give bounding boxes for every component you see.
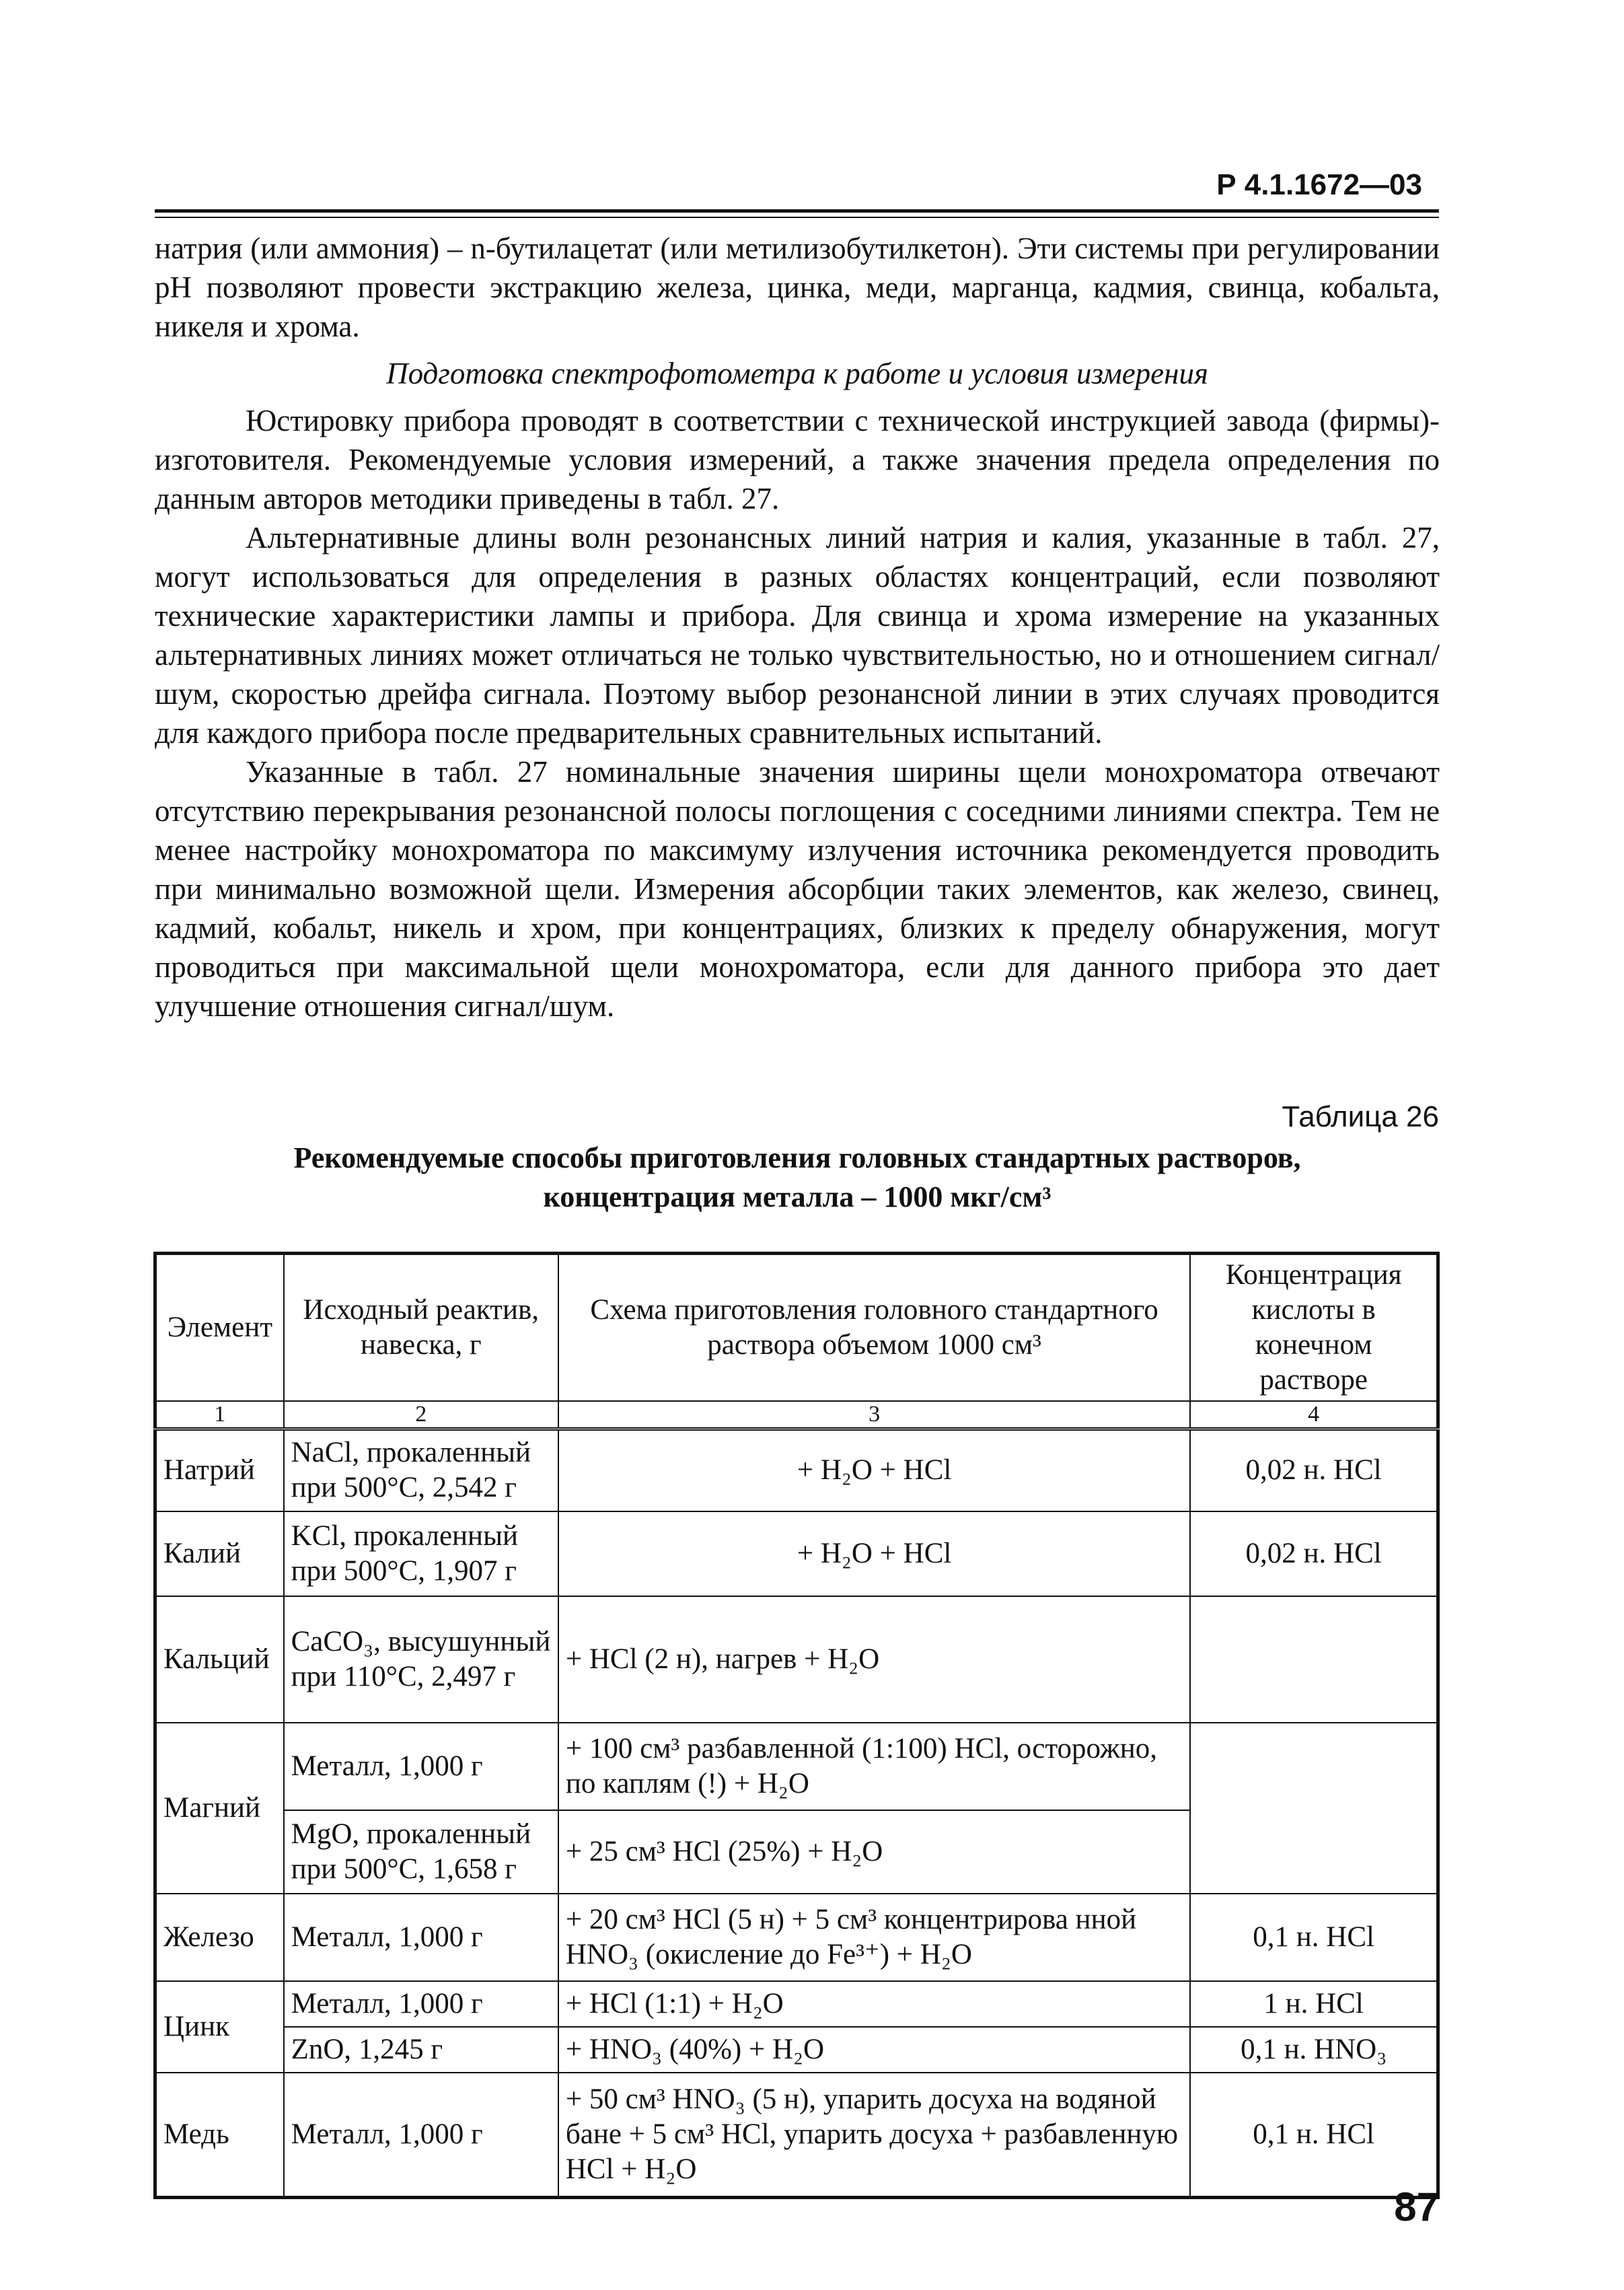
cell-reagent: Металл, 1,000 г bbox=[284, 1981, 558, 2027]
cell-reagent: Металл, 1,000 г bbox=[284, 1723, 558, 1810]
body-text bbox=[155, 229, 1440, 1026]
header-acid: Концентрация кислоты в конечном растворе bbox=[1190, 1254, 1438, 1402]
page-number: 87 bbox=[1394, 2184, 1439, 2229]
cell-reagent: CaCO₃, высушунный при 110°C, 2,497 г bbox=[284, 1596, 558, 1723]
header-reagent: Исходный реактив, навеска, г bbox=[284, 1254, 558, 1402]
cell-acid bbox=[1190, 1723, 1438, 1894]
paragraph: Юстировку прибора проводят в соответствии с технической инструкцией завода (фирмы)-изготовителя. Рекомендуемые условия измерений, а также значения предела определения по данным авторов методики приведены в табл. 27. bbox=[155, 404, 1440, 515]
header-scheme: Схема приготовления головного стандартного раствора объемом 1000 см³ bbox=[558, 1254, 1190, 1402]
cell-scheme: + H₂O + HCl bbox=[558, 1429, 1190, 1511]
cell-reagent: ZnO, 1,245 г bbox=[284, 2027, 558, 2073]
header-rule-thin bbox=[155, 217, 1439, 218]
column-number-row bbox=[155, 1401, 1438, 1429]
cell-scheme: + 20 см³ HCl (5 н) + 5 см³ концентрирова нной HNO₃ (окисление до Fe³⁺) + H₂O bbox=[558, 1894, 1190, 1981]
section-subheading: Подготовка спектрофотометра к работе и условия измерения bbox=[386, 357, 1208, 390]
cell-acid: 0,1 н. HCl bbox=[1190, 2073, 1438, 2198]
cell-element: Кальций bbox=[155, 1596, 284, 1723]
table-row bbox=[155, 1429, 1438, 1511]
column-number: 3 bbox=[558, 1401, 1190, 1429]
cell-acid: 0,02 н. HCl bbox=[1190, 1511, 1438, 1596]
cell-element: Калий bbox=[155, 1511, 284, 1596]
cell-element: Железо bbox=[155, 1894, 284, 1981]
table-title bbox=[155, 1139, 1440, 1217]
table-row bbox=[155, 2073, 1438, 2198]
cell-scheme: + 50 см³ HNO₃ (5 н), упарить досуха на водяной бане + 5 см³ HCl, упарить досуха + разбавленную HCl + H₂O bbox=[558, 2073, 1190, 2198]
table-row bbox=[155, 1596, 1438, 1723]
table-row bbox=[155, 1511, 1438, 1596]
header-element: Элемент bbox=[155, 1254, 284, 1402]
paragraph-intro: натрия (или аммония) – n-бутилацетат (или метилизобутилкетон). Эти системы при регулировании pH позволяют провести экстракцию железа, цинка, меди, марганца, кадмия, свинца, кобальта, никеля и хрома. bbox=[155, 231, 1440, 343]
column-number: 4 bbox=[1190, 1401, 1438, 1429]
cell-acid: 0,1 н. HCl bbox=[1190, 1894, 1438, 1981]
cell-scheme: + HNO₃ (40%) + H₂O bbox=[558, 2027, 1190, 2073]
header-rule bbox=[155, 209, 1439, 213]
table-label: Таблица 26 bbox=[1282, 1100, 1439, 1133]
standard-solutions-table bbox=[153, 1252, 1440, 2199]
cell-scheme: + 25 см³ HCl (25%) + H₂O bbox=[558, 1810, 1190, 1894]
paragraph: Альтернативные длины волн резонансных линий натрия и калия, указанные в табл. 27, могут использоваться для определения в разных областях концентраций, если позволяют технические характеристики лампы и прибора. Для свинца и хрома измерение на указанных альтернативных линиях может отличаться не только чувствительностью, но и отношением сигнал/шум, скоростью дрейфа сигнала. Поэтому выбор резонансной линии в этих случаях проводится для каждого прибора после предварительных сравнительных испытаний. bbox=[155, 521, 1440, 750]
cell-scheme: + HCl (2 н), нагрев + H₂O bbox=[558, 1596, 1190, 1723]
table-row bbox=[155, 1981, 1438, 2027]
cell-reagent: Металл, 1,000 г bbox=[284, 2073, 558, 2198]
cell-acid: 0,02 н. HCl bbox=[1190, 1429, 1438, 1511]
cell-reagent: MgO, прокаленный при 500°C, 1,658 г bbox=[284, 1810, 558, 1894]
cell-acid: 0,1 н. HNO₃ bbox=[1190, 2027, 1438, 2073]
column-number: 1 bbox=[155, 1401, 284, 1429]
cell-scheme: + HCl (1:1) + H₂O bbox=[558, 1981, 1190, 2027]
cell-acid: 1 н. HCl bbox=[1190, 1981, 1438, 2027]
cell-element: Медь bbox=[155, 2073, 284, 2198]
table-title-line: Рекомендуемые способы приготовления головных стандартных растворов, bbox=[293, 1141, 1301, 1174]
cell-element: Магний bbox=[155, 1723, 284, 1894]
cell-element: Натрий bbox=[155, 1429, 284, 1511]
cell-reagent: Металл, 1,000 г bbox=[284, 1894, 558, 1981]
cell-scheme: + 100 см³ разбавленной (1:100) HCl, осторожно, по каплям (!) + H₂O bbox=[558, 1723, 1190, 1810]
table-row bbox=[155, 2027, 1438, 2073]
table-row bbox=[155, 1723, 1438, 1810]
cell-reagent: NaCl, прокаленный при 500°C, 2,542 г bbox=[284, 1429, 558, 1511]
column-number: 2 bbox=[284, 1401, 558, 1429]
cell-scheme: + H₂O + HCl bbox=[558, 1511, 1190, 1596]
table-header-row bbox=[155, 1254, 1438, 1402]
cell-acid bbox=[1190, 1596, 1438, 1723]
cell-reagent: KCl, прокаленный при 500°C, 1,907 г bbox=[284, 1511, 558, 1596]
table-row bbox=[155, 1894, 1438, 1981]
table-title-line: концентрация металла – 1000 мкг/см³ bbox=[543, 1180, 1051, 1213]
document-code: Р 4.1.1672—03 bbox=[1216, 168, 1422, 201]
cell-element: Цинк bbox=[155, 1981, 284, 2073]
paragraph: Указанные в табл. 27 номинальные значения ширины щели монохроматора отвечают отсутствию перекрывания резонансной полосы поглощения с соседними линиями спектра. Тем не менее настройку монохроматора по максимуму излучения источника рекомендуется проводить при минимально возможной щели. Измерения абсорбции таких элементов, как железо, свинец, кадмий, кобальт, никель и хром, при концентрациях, близких к пределу обнаружения, могут проводиться при максимальной щели монохроматора, если для данного прибора это дает улучшение отношения сигнал/шум. bbox=[155, 755, 1440, 1023]
